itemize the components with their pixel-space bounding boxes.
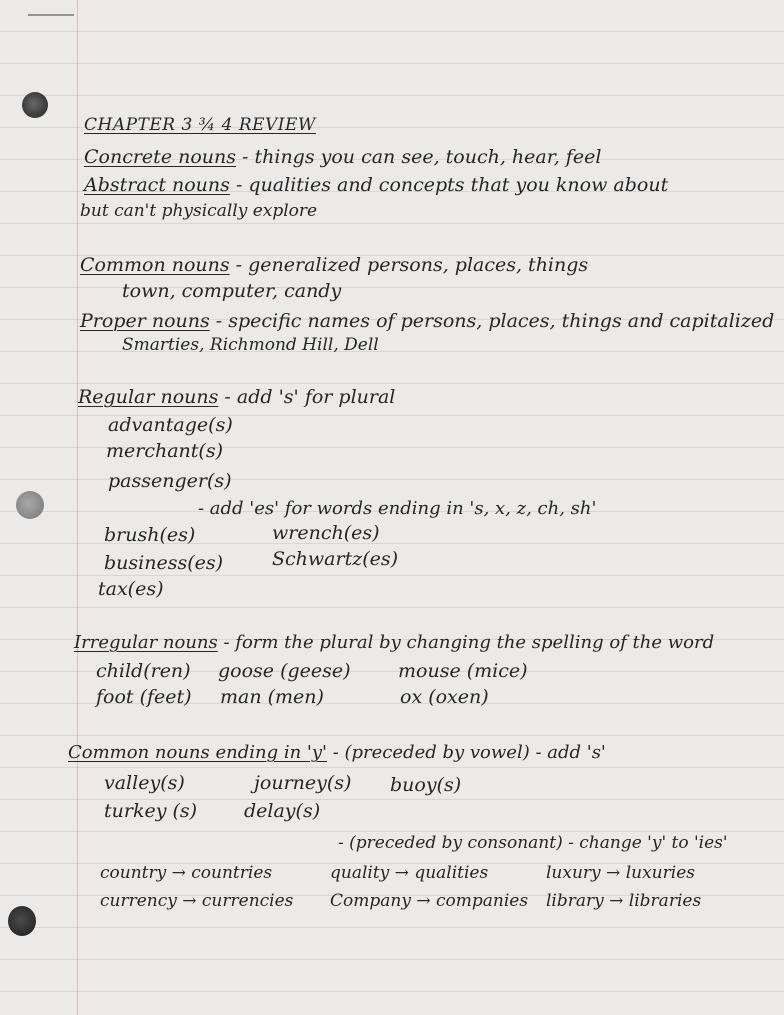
common-line bbox=[80, 254, 588, 276]
concrete-term: Concrete nouns bbox=[84, 146, 236, 168]
top-dash-mark bbox=[28, 14, 74, 16]
ending-y-term: Common nouns ending in 'y' bbox=[68, 742, 327, 763]
y-word: valley(s) bbox=[104, 772, 185, 794]
es-word: Schwartz(es) bbox=[272, 548, 399, 570]
proper-def: - specific names of persons, places, things and capitalized bbox=[209, 310, 775, 332]
irregular-word: mouse (mice) bbox=[398, 660, 528, 682]
y-word: turkey (s) bbox=[104, 800, 198, 822]
common-term: Common nouns bbox=[80, 254, 230, 276]
common-examples: town, computer, candy bbox=[122, 280, 342, 302]
proper-term: Proper nouns bbox=[80, 310, 210, 332]
regular-word: passenger(s) bbox=[108, 470, 232, 492]
regular-word: advantage(s) bbox=[108, 414, 233, 436]
consonant-rule: - (preceded by consonant) - change 'y' to 'ies' bbox=[338, 833, 728, 853]
regular-line bbox=[78, 386, 395, 408]
irregular-def: - form the plural by changing the spelling of the word bbox=[217, 632, 715, 653]
ending-y-def: - (preceded by vowel) - add 's' bbox=[326, 742, 606, 763]
y-word: buoy(s) bbox=[390, 774, 462, 796]
es-word: brush(es) bbox=[104, 524, 196, 546]
punch-hole-bottom bbox=[8, 906, 36, 936]
y-word: quality → qualities bbox=[330, 863, 489, 883]
abstract-line bbox=[84, 174, 668, 196]
y-word: country → countries bbox=[100, 863, 273, 883]
es-word: business(es) bbox=[104, 552, 224, 574]
y-word: luxury → luxuries bbox=[546, 863, 695, 883]
y-word: delay(s) bbox=[244, 800, 321, 822]
proper-line bbox=[80, 310, 774, 332]
margin-line bbox=[77, 0, 78, 1015]
abstract-term: Abstract nouns bbox=[84, 174, 230, 196]
irregular-word: ox (oxen) bbox=[400, 686, 489, 708]
regular-def: - add 's' for plural bbox=[218, 386, 396, 408]
page-title: CHAPTER 3 ¾ 4 REVIEW bbox=[84, 115, 316, 135]
punch-hole-top bbox=[22, 92, 48, 118]
y-word: currency → currencies bbox=[100, 891, 294, 911]
common-def: - generalized persons, places, things bbox=[229, 254, 589, 276]
irregular-word: goose (geese) bbox=[218, 660, 351, 682]
ending-y-line bbox=[68, 742, 606, 764]
y-word: Company → companies bbox=[330, 891, 529, 911]
irregular-word: foot (feet) bbox=[96, 686, 192, 708]
concrete-line bbox=[84, 146, 601, 168]
es-word: wrench(es) bbox=[272, 522, 380, 544]
es-word: tax(es) bbox=[98, 578, 164, 600]
y-word: library → libraries bbox=[546, 891, 702, 911]
es-rule: - add 'es' for words ending in 's, x, z, ch, sh' bbox=[198, 498, 597, 519]
concrete-def: - things you can see, touch, hear, feel bbox=[236, 146, 602, 168]
irregular-word: child(ren) bbox=[96, 660, 191, 682]
abstract-def: - qualities and concepts that you know about bbox=[229, 174, 669, 196]
abstract-continued: but can't physically explore bbox=[80, 201, 318, 221]
regular-word: merchant(s) bbox=[106, 440, 223, 462]
irregular-line bbox=[74, 632, 714, 654]
irregular-word: man (men) bbox=[220, 686, 324, 708]
y-word: journey(s) bbox=[254, 772, 352, 794]
punch-hole-middle bbox=[16, 491, 44, 519]
regular-term: Regular nouns bbox=[78, 386, 219, 408]
irregular-term: Irregular nouns bbox=[74, 632, 218, 653]
proper-examples: Smarties, Richmond Hill, Dell bbox=[122, 335, 379, 355]
